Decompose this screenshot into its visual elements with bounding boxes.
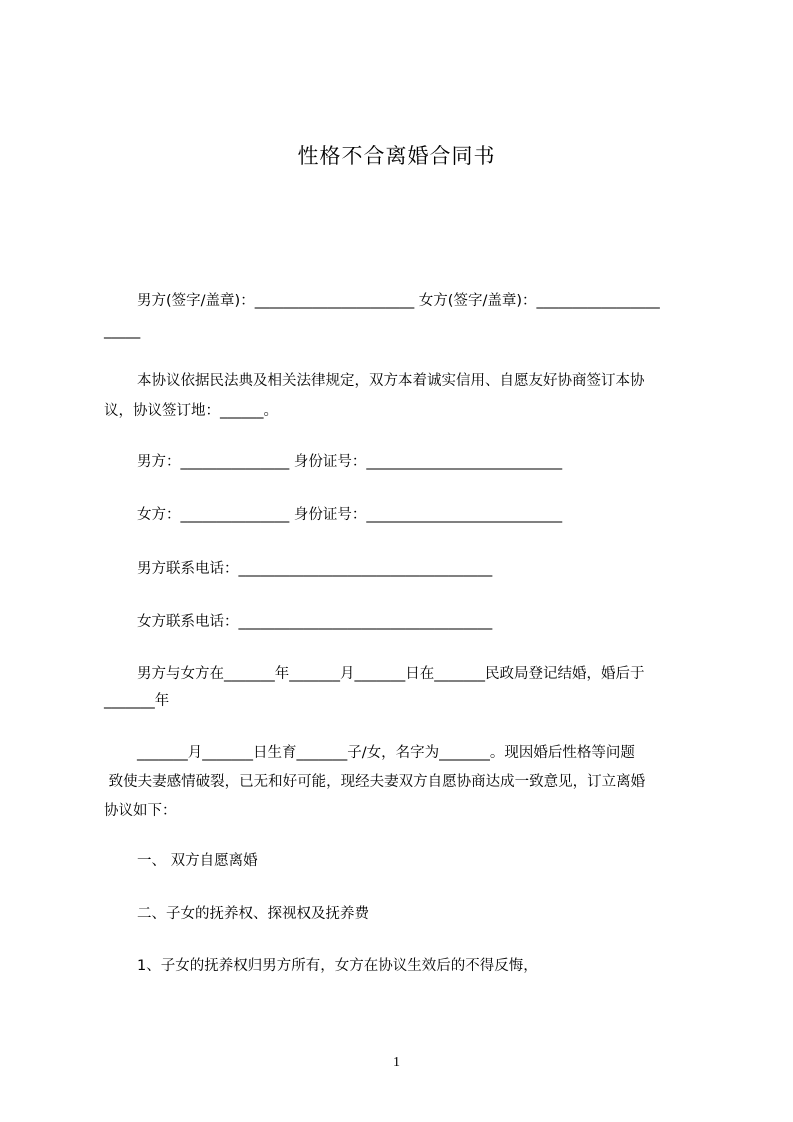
children-paragraph-line: _______月_______日生育_______子/女，名字为_______。现因婚后性格等问题 — [137, 745, 635, 761]
page-number: 1 — [393, 1055, 400, 1070]
intro-paragraph-line: 议，协议签订地：______。 — [104, 403, 278, 419]
signature-line-continued: _____ — [104, 323, 141, 339]
children-paragraph-line: 致使夫妻感情破裂，已无和好可能，现经夫妻双方自愿协商达成一致意见，订立离婚 — [104, 774, 646, 790]
intro-paragraph-line: 本协议依据民法典及相关法律规定，双方本着诚实信用、自愿友好协商签订本协 — [137, 373, 645, 389]
section-heading-1: 一、 双方自愿离婚 — [137, 853, 258, 869]
wife-phone-line: 女方联系电话：___________________________________ — [137, 614, 493, 630]
wife-info-line: 女方：_______________ 身份证号：___________________________ — [137, 507, 563, 523]
marriage-paragraph-line: 男方与女方在_______年_______月_______日在_______民政局登记结婚，婚后于 — [137, 666, 645, 682]
document-title: 性格不合离婚合同书 — [297, 144, 496, 168]
children-paragraph-line: 协议如下： — [104, 803, 177, 819]
husband-info-line: 男方：_______________ 身份证号：___________________________ — [137, 454, 563, 470]
husband-phone-line: 男方联系电话：___________________________________ — [137, 561, 493, 577]
signature-line: 男方(签字/盖章)：______________________ 女方(签字/盖章)：_________________ — [137, 293, 660, 309]
marriage-paragraph-line: _______年 — [104, 693, 170, 709]
clause-1: 1、子女的抚养权归男方所有，女方在协议生效后的不得反悔， — [137, 958, 538, 974]
section-heading-2: 二、子女的抚养权、探视权及抚养费 — [137, 906, 369, 922]
